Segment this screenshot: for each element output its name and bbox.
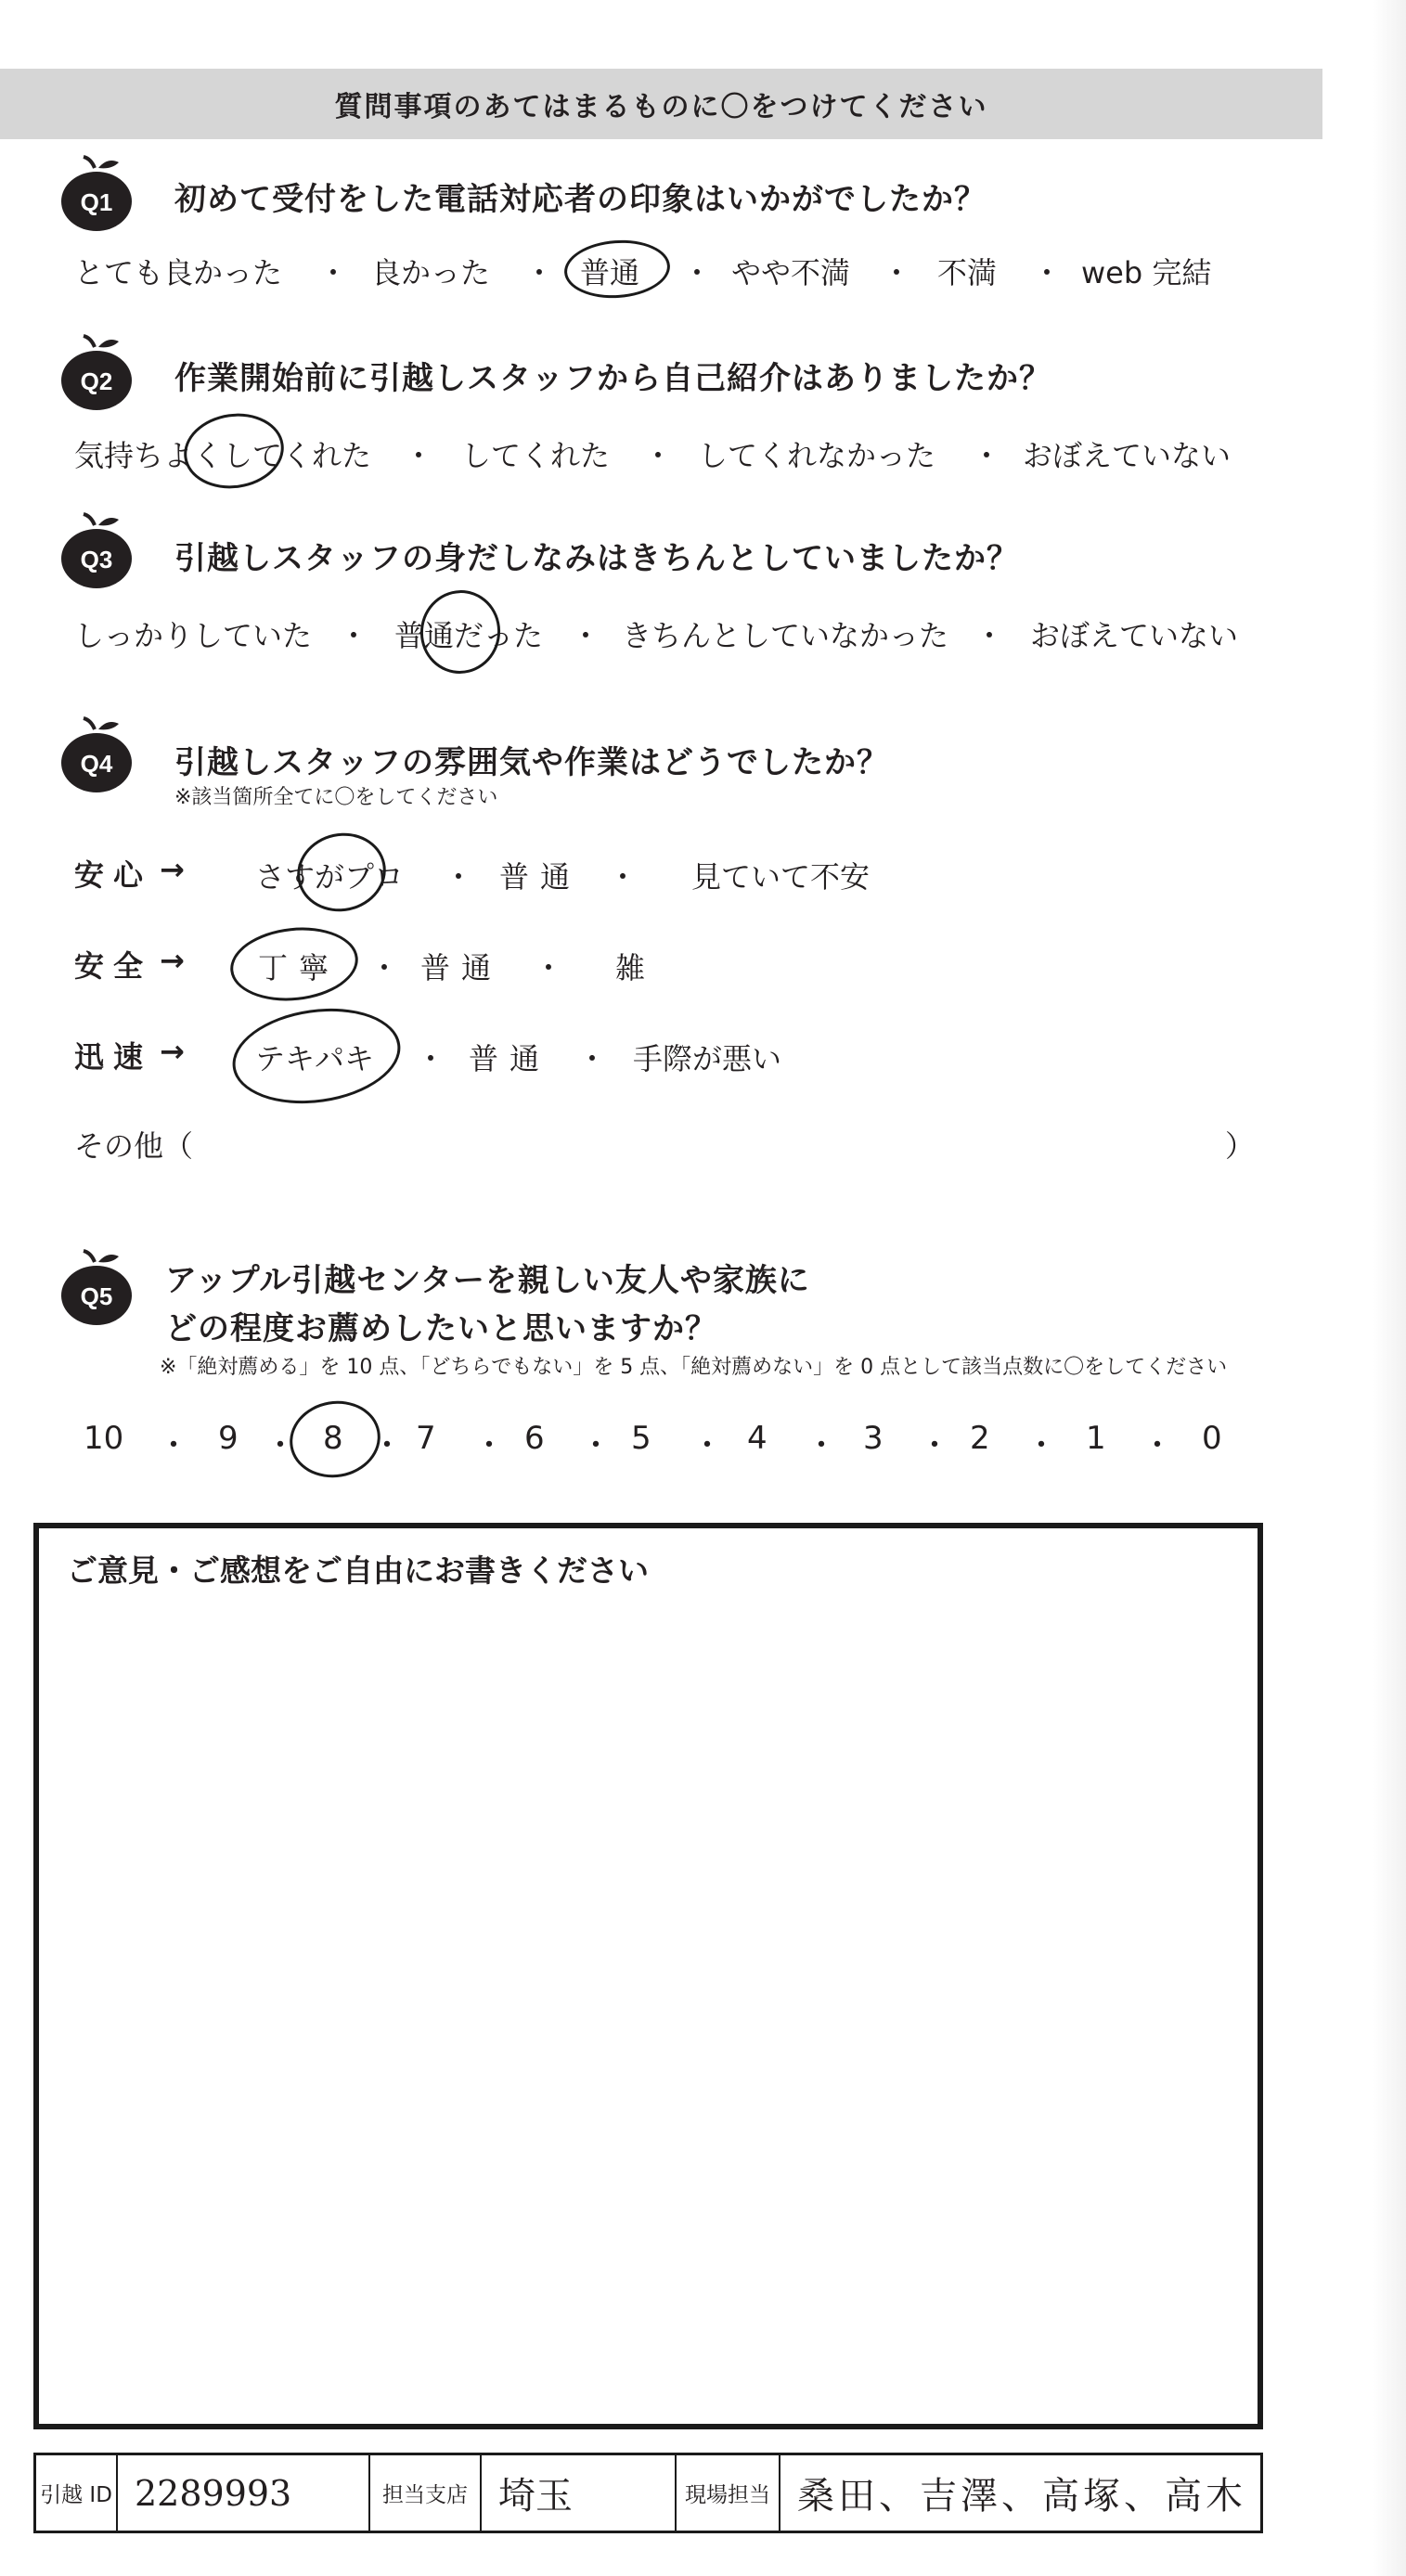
question-1: Q1 初めて受付をした電話対応者の印象はいかがでしたか？ とても良かった ・ 良かった ・ 普通 ・ やや不満 ・ 不満 ・ web 完結 bbox=[0, 153, 1318, 311]
q5-score[interactable]: 1 bbox=[1086, 1420, 1106, 1457]
q1-option[interactable]: 良かった bbox=[371, 255, 491, 290]
q3-option[interactable]: しっかりしていた bbox=[74, 618, 313, 653]
q4-option[interactable]: 普通 bbox=[469, 1041, 551, 1076]
q5-badge-label: Q5 bbox=[80, 1282, 113, 1310]
apple-badge-icon bbox=[58, 715, 135, 792]
apple-badge-icon bbox=[58, 510, 135, 588]
q4-category-label: 迅速 bbox=[74, 1039, 153, 1075]
q4-option[interactable]: 普通 bbox=[499, 859, 582, 895]
q4-option[interactable]: 見ていて不安 bbox=[691, 859, 871, 895]
q5-score[interactable]: 6 bbox=[524, 1420, 545, 1457]
footer-table bbox=[33, 2453, 1263, 2533]
instructions-header bbox=[0, 69, 1322, 139]
question-5: Q5 アップル引越センターを親しい友人や家族に どの程度お薦めしたいと思いますか？ ※「絶対薦める」を 10 点、「どちらでもない」を 5 点、「絶対薦めない」を 0 点として該当点数に〇をしてください 10 ・ 9 ・ 8 ・ 7 ・ 6 ・ 5 ・ 4 ・ 3 ・ 2 ・ 1 ・ 0 bbox=[0, 1234, 1318, 1485]
apple-badge-icon bbox=[58, 1247, 135, 1325]
q4-option[interactable]: 雑 bbox=[615, 950, 646, 985]
q2-title: 作業開始前に引越しスタッフから自己紹介はありましたか？ bbox=[174, 360, 1051, 397]
branch-label: 担当支店 bbox=[370, 2455, 482, 2531]
comments-box[interactable] bbox=[33, 1523, 1263, 2429]
q3-badge-label: Q3 bbox=[80, 546, 113, 573]
q1-option[interactable]: やや不満 bbox=[731, 255, 851, 290]
q3-option[interactable]: きちんとしていなかった bbox=[622, 618, 949, 653]
apple-badge-icon bbox=[58, 332, 135, 410]
q5-title-line2: どの程度お薦めしたいと思いますか？ bbox=[165, 1310, 717, 1347]
q4-option-selected[interactable]: さすがプロ bbox=[255, 859, 405, 895]
q4-title: 引越しスタッフの雰囲気や作業はどうでしたか？ bbox=[174, 744, 889, 781]
q1-option[interactable]: とても良かった bbox=[74, 255, 283, 290]
q4-category-label: 安全 bbox=[74, 948, 153, 984]
q4-category-label: 安心 bbox=[74, 857, 153, 893]
arrow-icon: → bbox=[160, 1034, 185, 1069]
q5-score[interactable]: 3 bbox=[863, 1420, 884, 1457]
q5-score[interactable]: 5 bbox=[631, 1420, 651, 1457]
selection-circle bbox=[562, 237, 672, 302]
q1-title: 初めて受付をした電話対応者の印象はいかがでしたか？ bbox=[174, 181, 987, 218]
comments-body[interactable] bbox=[67, 1603, 1230, 2396]
selection-circle bbox=[290, 825, 393, 920]
page-edge bbox=[1373, 0, 1406, 2576]
apple-badge-icon bbox=[58, 153, 135, 231]
selection-circle bbox=[284, 1394, 387, 1485]
q5-score[interactable]: 9 bbox=[218, 1420, 239, 1457]
q2-badge-label: Q2 bbox=[80, 367, 113, 395]
q2-option[interactable]: してくれた bbox=[461, 438, 611, 473]
q2-option[interactable]: おぼえていない bbox=[1023, 438, 1232, 473]
q1-badge-label: Q1 bbox=[80, 188, 113, 216]
q4-option[interactable]: 普通 bbox=[420, 950, 503, 985]
q5-score[interactable]: 7 bbox=[416, 1420, 436, 1457]
question-2: Q2 作業開始前に引越しスタッフから自己紹介はありましたか？ 気持ちよくしてくれた ・ してくれた ・ してくれなかった ・ おぼえていない bbox=[0, 332, 1318, 490]
q4-other-label: その他（ bbox=[74, 1128, 194, 1164]
q3-option[interactable]: おぼえていない bbox=[1030, 618, 1239, 653]
arrow-icon: → bbox=[160, 943, 185, 978]
staff-label: 現場担当 bbox=[677, 2455, 780, 2531]
q5-score[interactable]: 4 bbox=[747, 1420, 767, 1457]
q5-title-line1: アップル引越センターを親しい友人や家族に bbox=[165, 1262, 810, 1299]
selection-circle bbox=[179, 407, 289, 495]
q1-option[interactable]: web 完結 bbox=[1081, 255, 1212, 290]
arrow-icon: → bbox=[160, 852, 185, 887]
move-id-value[interactable]: 2289993 bbox=[118, 2455, 370, 2531]
question-3: Q3 引越しスタッフの身だしなみはきちんとしていましたか？ しっかりしていた ・ 普通だった ・ きちんとしていなかった ・ おぼえていない bbox=[0, 510, 1318, 668]
instructions-text: 質問事項のあてはまるものに〇をつけてください bbox=[334, 91, 988, 123]
q5-note: ※「絶対薦める」を 10 点、「どちらでもない」を 5 点、「絶対薦めない」を 0 点として該当点数に〇をしてください bbox=[160, 1356, 1228, 1379]
q4-note: ※該当箇所全てに〇をしてください bbox=[174, 786, 498, 809]
q4-badge-label: Q4 bbox=[80, 750, 113, 778]
selection-circle bbox=[226, 921, 361, 1007]
q5-score-selected[interactable]: 8 bbox=[323, 1420, 343, 1457]
q3-title: 引越しスタッフの身だしなみはきちんとしていましたか？ bbox=[174, 540, 1019, 577]
q1-option[interactable]: 不満 bbox=[937, 255, 998, 290]
q2-option-selected[interactable]: 気持ちよくしてくれた bbox=[74, 438, 372, 473]
staff-value[interactable]: 桑田、吉澤、高塚、高木 bbox=[797, 2475, 1246, 2518]
q2-option[interactable]: してくれなかった bbox=[698, 438, 936, 473]
q4-option-selected[interactable]: テキパキ bbox=[255, 1041, 375, 1076]
selection-circle bbox=[226, 998, 406, 1114]
q5-score[interactable]: 0 bbox=[1202, 1420, 1222, 1457]
q5-score[interactable]: 2 bbox=[970, 1420, 990, 1457]
q3-option-selected[interactable]: 普通だった bbox=[394, 618, 544, 653]
question-4: Q4 引越しスタッフの雰囲気や作業はどうでしたか？ ※該当箇所全てに〇をしてください 安心 → さすがプロ ・ 普通 ・ 見ていて不安 安全 → 丁寧 ・ 普通 ・ 雑 迅速 → テキパキ ・ 普通 ・ 手際が悪い その他（ ） bbox=[0, 715, 1318, 1179]
move-id-label: 引越 ID bbox=[36, 2455, 118, 2531]
q1-option-selected[interactable]: 普通 bbox=[580, 255, 640, 290]
comments-title: ご意見・ご感想をご自由にお書きください bbox=[67, 1552, 649, 1589]
q4-other-close: ） bbox=[1225, 1128, 1256, 1164]
q5-score[interactable]: 10 bbox=[84, 1420, 124, 1457]
q4-option-selected[interactable]: 丁寧 bbox=[258, 950, 341, 985]
selection-circle bbox=[414, 584, 507, 680]
q4-option[interactable]: 手際が悪い bbox=[633, 1041, 782, 1076]
branch-value[interactable]: 埼玉 bbox=[482, 2455, 677, 2531]
